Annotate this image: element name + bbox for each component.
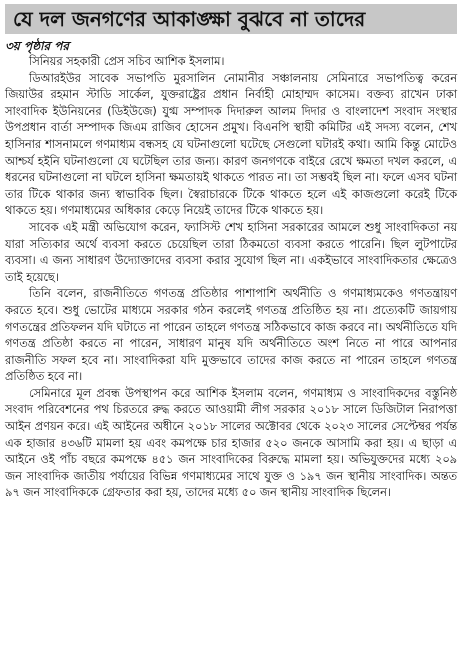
article-paragraph: সিনিয়র সহকারী প্রেস সচিব আশিক ইসলাম। [29, 55, 225, 68]
continued-from-label: ৩য় পৃষ্ঠার পর [5, 39, 70, 53]
article-paragraph: সেমিনারে মূল প্রবন্ধ উপস্থাপন করে আশিক ইসলাম বলেন, গণমাধ্যম ও সাংবাদিকদের বস্তুনিষ্ঠ সংবাদ পরিবেশনের পথ চিরতরে রুদ্ধ করতে আওয়ামী লীগ সরকার ২০১৮ সালে ডিজিটাল নিরাপত্তা আইন প্রণয়ন করে। এই আইনের অধীনে ২০১৮ সালের অক্টোবর থেকে ২০২৩ সালের সেপ্টেম্বর পর্যন্ত এক হাজার ৪৩৬টি মামলা হয় এবং কমপক্ষে চার হাজার ৫২০ জনকে আসামি করা হয়। এ ছাড়া এ আইনে ওই পাঁচ বছরে কমপক্ষে ৪৫১ জন সাংবাদিকের বিরুদ্ধে মামলা হয়। অভিযুক্তদের মধ্যে ২০৯ জন সাংবাদিক জাতীয় পর্যায়ের বিভিন্ন গণমাধ্যমের সাথে যুক্ত ও ১৯৭ জন স্থানীয় সাংবাদিক। অন্তত ৯৭ জন সাংবাদিককে গ্রেফতার করা হয়, তাদের মধ্যে ৫০ জন স্থানীয় সাংবাদিক ছিলেন। [5, 386, 457, 500]
article-paragraph: সাবেক এই মন্ত্রী অভিযোগ করেন, ফ্যাসিস্ট শেখ হাসিনা সরকারের আমলে শুধু সাংবাদিকতা নয় যারা সত্যিকার অর্থে ব্যবসা করতে চেয়েছিল তারা ঠিকমতো ব্যবসা করতে পারেনি। ছিল লুটপাটের ব্যবসা। এ জন্য সাধারণ উদ্যোক্তাদের ব্যবসা করার সুযোগ ছিল না। একইভাবে সাংবাদিকতার ক্ষেত্রেও তাই হয়েছে। [5, 220, 457, 284]
article-body [5, 54, 457, 502]
article-paragraph: তিনি বলেন, রাজনীতিতে গণতন্ত্র প্রতিষ্ঠার পাশাপাশি অর্থনীতি ও গণমাধ্যমকেও গণতন্ত্রায়ণ করতে হবে। শুধু ভোটের মাধ্যমে সরকার গঠন করলেই গণতন্ত্র প্রতিষ্ঠিত হয় না। প্রত্যেকটি জায়গায় গণতন্ত্রের প্রতিফলন যদি ঘটাতে না পারেন তাহলে গণতন্ত্র সঠিকভাবে কাজ করবে না। অর্থনীতিতে যদি গণতন্ত্র প্রতিষ্ঠা করতে না পারেন, সাধারণ মানুষ যদি অর্থনীতিতে অংশ নিতে না পারে আপনার রাজনীতি সফল হবে না। সাংবাদিকরা যদি মুক্তভাবে তাদের কাজ করতে না পারেন তাহলে গণতন্ত্র প্রতিষ্ঠিত হবে না। [5, 287, 457, 384]
article-headline: যে দল জনগণের আকাঙ্ক্ষা বুঝবে না তাদের [5, 4, 457, 34]
article-paragraph: ডিআরইউর সাবেক সভাপতি মুরসালিন নোমানীর সঞ্চালনায় সেমিনারে সভাপতিত্ব করেন জিয়াউর রহমান স্টাডি সার্কেল, যুক্তরাষ্ট্রের প্রধান নির্বাহী মোহাম্মদ কাসেম। বক্তব্য রাখেন ঢাকা সাংবাদিক ইউনিয়নের (ডিইউজে) যুগ্ম সম্পাদক দিদারুল আলম দিদার ও বাংলাদেশ সংবাদ সংস্থার উপপ্রধান বার্তা সম্পাদক জিএম রাজিব হোসেন প্রমুখ। বিএনপি স্থায়ী কমিটির এই সদস্য বলেন, শেখ হাসিনার শাসনামলে গণমাধ্যম বন্ধসহ যে ঘটনাগুলো ঘটেছে সেগুলো ঘটারই কথা। আমি কিন্তু মোটেও আশ্চর্য হইনি ঘটনাগুলো যে ঘটেছিল তার জন্য। কারণ জনগণকে বাইরে রেখে ক্ষমতা দখল করলে, এ ধরনের ঘটনাগুলো না ঘটলে হাসিনা ক্ষমতায়ই থাকতে পারত না। তা সম্ভবই ছিল না। ফলে এসব ঘটনা তার টিকে থাকার জন্য স্বাভাবিক ছিল। স্বৈরাচারকে টিকে থাকতে হলে এই কাজগুলো করেই টিকে থাকতে হয়। গণমাধ্যমের অধিকার কেড়ে নিয়েই তাদের টিকে থাকতে হয়। [5, 71, 457, 218]
